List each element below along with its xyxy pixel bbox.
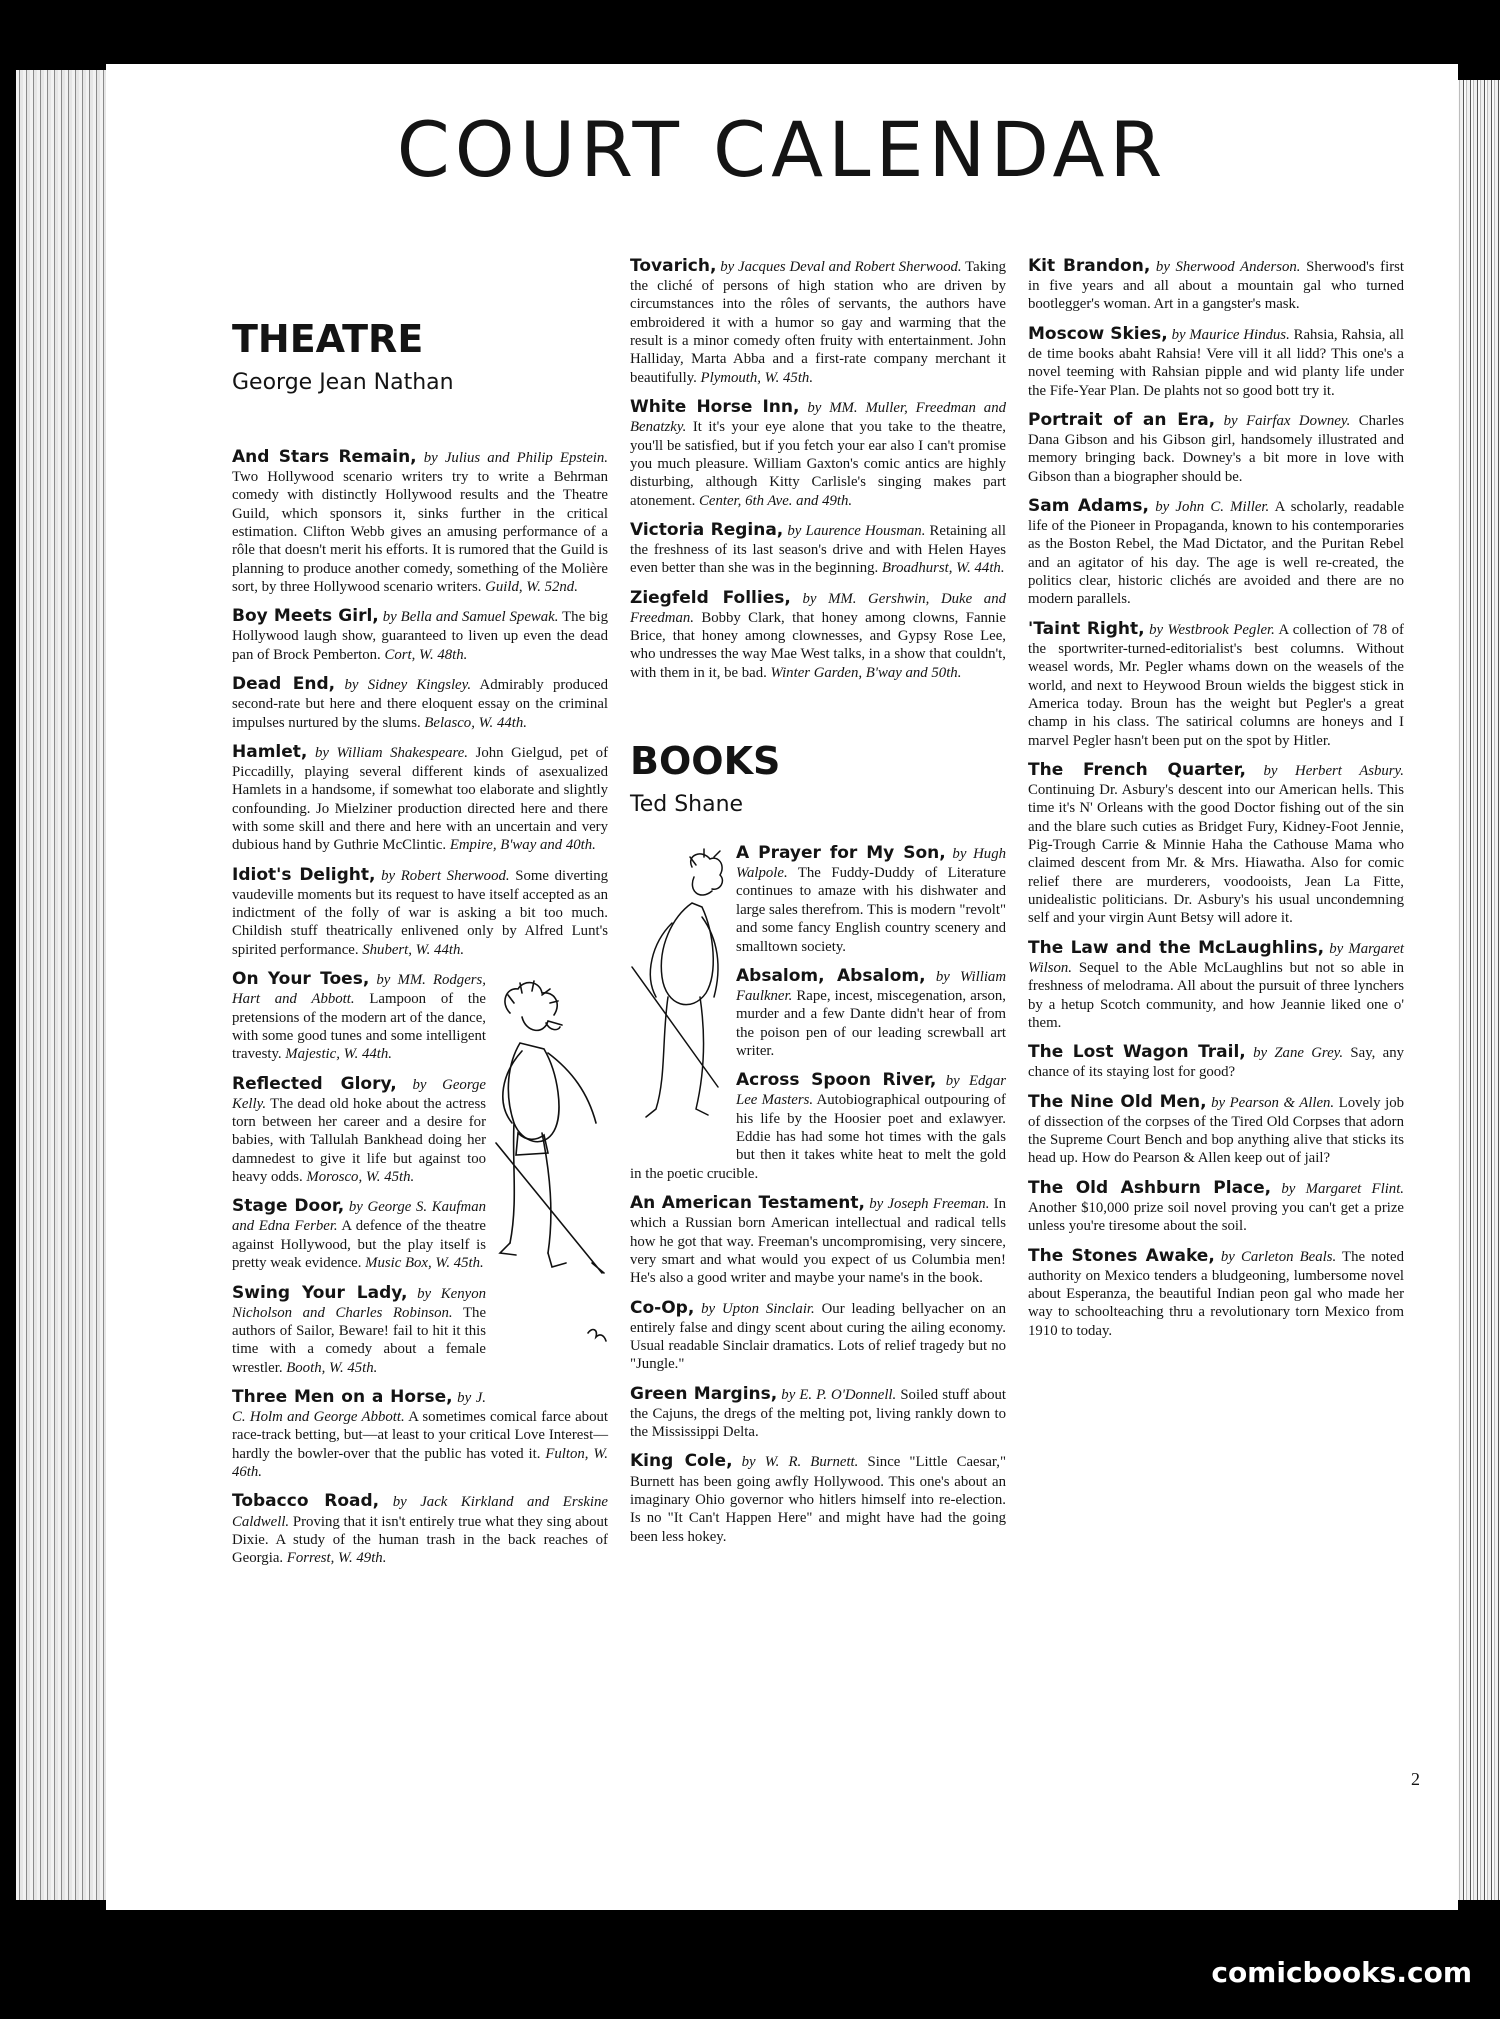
- theatre-entry: [630, 256, 1006, 387]
- entry-author: by Julius and Philip Epstein.: [423, 449, 608, 466]
- watermark-text: comicbooks.com: [1211, 1956, 1472, 1989]
- theatre-entry: [232, 1491, 608, 1567]
- entry-text: Lampoon of the pretensions of the modern art of the dance, with some good tunes and some intelligent travesty.: [232, 991, 486, 1063]
- books-entry: [1028, 1092, 1404, 1168]
- entry-text: John Gielgud, pet of Piccadilly, playing several different kinds of asexualized Hamlets in a handsome, if somewhat too elaborate and slightly confounding. Jo Mielziner production directed here and there with some skill and there and here with an uncertain and very dubious hand by Guthrie McClintic.: [232, 744, 609, 854]
- page-title: COURT CALENDAR: [396, 105, 1168, 194]
- entry-text: Taking the cliché of persons of high station who are driven by circumstances into the rôles of servants, the authors have embroidered it with a humor so gay and warming that the result is a minor comedy often fruity with entertainment. John Halliday, Marta Abba and a first-rate company merchant it beautifully.: [630, 259, 1006, 386]
- entry-title: Three Men on a Horse,: [232, 1386, 453, 1407]
- entry-title: Absalom, Absalom,: [736, 965, 926, 986]
- entry-title: Co-Op,: [630, 1297, 695, 1318]
- entry-author: by Zane Grey.: [1253, 1045, 1344, 1062]
- entry-text: Since "Little Caesar," Burnett has been going awfly Hollywood. This one's about an imaginary Ohio governor who hitlers himself into re-election. Is no "It Can't Happen Here" and might have had the going been less hokey.: [630, 1454, 1007, 1545]
- entry-title: Stage Door,: [232, 1196, 345, 1217]
- entry-title: The Stones Awake,: [1028, 1245, 1215, 1266]
- entry-text: Autobiographical outpouring of his life by the Hoosier poet and exlawyer. Eddie has had some hot times with the gals but then it takes white heat to melt the gold in the poetic crucible.: [630, 1092, 1006, 1182]
- theatre-entry: [232, 606, 608, 664]
- entry-venue: Forrest, W. 49th.: [283, 1550, 387, 1567]
- entry-text: Two Hollywood scenario writers try to write a Behrman comedy with distinctly Hollywood results and the Theatre Guild, which sponsors it, sinks further in the critical estimation. Clifton Webb gives an amusing performance of a rôle that doesn't merit his efforts. It is rumored that the Guild is planning to produce another comedy, something of the Molière sort, by three Hollywood scenario writers.: [232, 468, 608, 596]
- entry-title: The French Quarter,: [1028, 759, 1246, 780]
- entry-venue: Broadhurst, W. 44th.: [878, 560, 1005, 577]
- entry-venue: Morosco, W. 45th.: [302, 1169, 415, 1186]
- entry-title: Green Margins,: [630, 1383, 778, 1404]
- entry-venue: Majestic, W. 44th.: [281, 1046, 392, 1063]
- entry-text: A defence of the theatre against Hollywood, but the play itself is pretty weak evidence.: [232, 1218, 486, 1272]
- entry-text: Lovely job of dissection of the corpses of the Tired Old Corpses that adorn the Supreme Court Bench and bop anything alive that sticks its head up. How do Pearson & Allen keep out of jail?: [1028, 1094, 1404, 1167]
- magazine-page: [106, 64, 1458, 1910]
- books-entry: [630, 1384, 1006, 1442]
- entry-author: by Joseph Freeman.: [869, 1196, 990, 1213]
- entry-title: The Law and the McLaughlins,: [1028, 937, 1325, 958]
- entry-title: 'Taint Right,: [1028, 618, 1145, 639]
- entry-title: King Cole,: [630, 1451, 733, 1472]
- entry-text: Charles Dana Gibson and his Gibson girl, handsomely illustrated and memory bringing back. Downey's a bit more in love with Gibson than a biographer should be.: [1028, 412, 1404, 485]
- theatre-entry: [630, 520, 1006, 578]
- books-entry: [630, 1193, 1006, 1287]
- entry-title: Tobacco Road,: [232, 1491, 380, 1512]
- entry-text: Sherwood's first in five years and all about a mountain gal who turned bootlegger's woman. Art in a gangster's mask.: [1028, 259, 1404, 313]
- entry-title: Moscow Skies,: [1028, 323, 1168, 344]
- entry-author: by Bella and Samuel Spewak.: [382, 609, 559, 626]
- books-entry: [1028, 1246, 1404, 1340]
- entry-text: Soiled stuff about the Cajuns, the dregs of the melting pot, living rankly down to the Mississippi Delta.: [630, 1386, 1006, 1441]
- entry-venue: Center, 6th Ave. and 49th.: [695, 492, 853, 509]
- entry-title: White Horse Inn,: [630, 397, 800, 418]
- entry-title: And Stars Remain,: [232, 446, 417, 467]
- entry-author: by Maurice Hindus.: [1171, 326, 1290, 343]
- entry-author: by J. C. Holm and George Abbott.: [232, 1389, 486, 1426]
- entry-author: by MM. Rodgers, Hart and Abbott.: [232, 972, 486, 1008]
- column-2: [630, 256, 1006, 1556]
- entry-text: Retaining all the freshness of its last season's drive and with Helen Hayes even better than she was in the beginning.: [630, 522, 1006, 577]
- entry-title: Victoria Regina,: [630, 519, 784, 540]
- theatre-entry: [232, 742, 608, 855]
- theatre-byline: George Jean Nathan: [232, 369, 454, 395]
- entry-title: Dead End,: [232, 674, 336, 695]
- books-entry: [1028, 256, 1404, 314]
- entry-text: The big Hollywood laugh show, guaranteed to liven up even the dead pan of Brock Pemberton.: [232, 609, 609, 663]
- theatre-entry: [232, 674, 608, 732]
- entry-venue: Cort, W. 48th.: [380, 646, 468, 663]
- entry-text: In which a Russian born American intellectual and radical tells how he got that way. Freeman's uncompromising, very sincere, very smart and what would you expect of us Columbia men! He's also a good writer and maybe your name's in the book.: [630, 1196, 1006, 1287]
- entry-text: The Fuddy-Duddy of Literature continues to amaze with his dishwater and large sales therefrom. This is modern "revolt" and some fancy English country scenery and smalltown society.: [736, 865, 1006, 955]
- theatre-entry: [630, 397, 1006, 510]
- books-entry: [630, 1451, 1006, 1545]
- entry-author: by Herbert Asbury.: [1263, 762, 1404, 779]
- entry-text: A collection of 78 of the sportwriter-turned-editorialist's best columns. Without weasel words, Mr. Pegler whams down on the weasels of the world, and next to Heywood Broun wields the biggest stick in America today. Broun has the weight but Pegler's a great champ in his class. The satirical columns are honeys and I marvel Pegler hasn't been put on the spot by Hitler.: [1028, 621, 1404, 749]
- entry-title: Hamlet,: [232, 741, 308, 762]
- column-3: [1028, 256, 1404, 1350]
- entry-author: by Pearson & Allen.: [1211, 1094, 1335, 1111]
- entry-title: The Nine Old Men,: [1028, 1091, 1207, 1112]
- entry-author: by George Kelly.: [232, 1076, 486, 1112]
- entry-text: Rahsia, Rahsia, all de time books abaht Rahsia! Vere vill it all lidd? This one's a novel teeming with Rahsian pipple and wid planty life under the Fife-Year Plan. De plahts not so good bott try it.: [1028, 326, 1405, 399]
- entry-text: Sequel to the Able McLaughlins but not so able in freshness of melodrama. All about the pursuit of three lynchers by a hetup Scotch community, and how Jeannie liked one o' them.: [1028, 959, 1404, 1031]
- entry-title: Reflected Glory,: [232, 1073, 397, 1094]
- entry-text: Bobby Clark, that honey among clowns, Fannie Brice, that honey among clownesses, and Gypsy Rose Lee, who undresses the way Mae West talks, in a show that couldn't, with them in it, be bad.: [630, 609, 1006, 681]
- theatre-entry: [232, 1387, 608, 1481]
- entry-author: by Margaret Wilson.: [1028, 940, 1404, 976]
- column-1: [232, 256, 608, 1578]
- entry-title: Swing Your Lady,: [232, 1282, 408, 1303]
- entry-author: by Margaret Flint.: [1281, 1180, 1405, 1197]
- entry-text: Continuing Dr. Asbury's descent into our American hells. This time it's N' Orleans with the good Doctor fishing out of the sin and the blare such cuties as Bridget Fury, Kidney-Foot Jennie, Pig-Trough Carrie & Minnie Haha the Cathouse Mama who claimed descent from Mr. & Mrs. Hiawatha. Also for comic relief there are murderers, voodooists, Jean La Fitte, unidealistic politicians. Dr. Asbury's his usual uncondemning self and your virgin Aunt Betsy will adore it.: [1028, 782, 1404, 927]
- entry-author: by Hugh Walpole.: [736, 846, 1006, 882]
- entry-author: by Laurence Housman.: [787, 522, 926, 539]
- book-spine-edge: [16, 70, 112, 1900]
- entry-author: by William Faulkner.: [736, 968, 1007, 1004]
- entry-author: by Westbrook Pegler.: [1149, 621, 1275, 638]
- cartoon-illustration-figure: [622, 847, 734, 1157]
- entry-author: by Upton Sinclair.: [701, 1300, 815, 1317]
- entry-text: A scholarly, readable life of the Pioneer in Propaganda, known to his contemporaries as the Boston Rebel, the Mad Dictator, and the Puritan Rebel and an agitator of his day. The age is well re-created, the politics clear, historic clichés are avoided and there are no modern parallels.: [1028, 498, 1405, 608]
- entry-title: Kit Brandon,: [1028, 256, 1151, 276]
- entry-title: The Lost Wagon Trail,: [1028, 1042, 1246, 1063]
- books-entry: [1028, 619, 1404, 750]
- entry-title: Tovarich,: [630, 256, 717, 276]
- entry-venue: Fulton, W. 46th.: [232, 1445, 608, 1481]
- page-number: 2: [1411, 1769, 1420, 1789]
- entry-venue: Empire, B'way and 40th.: [446, 837, 596, 854]
- entry-title: A Prayer for My Son,: [736, 843, 946, 864]
- entry-text: It it's your eye alone that you take to the theatre, you'll be satisfied, but if you fetch your ear also I can't promise you much pleasure. William Gaxton's comic antics are highly disturbing, although Kitty Carlisle's singing makes part atonement.: [630, 419, 1006, 509]
- entry-author: by George S. Kaufman and Edna Ferber.: [232, 1199, 486, 1235]
- entry-text: Some diverting vaudeville moments but its request to have itself accepted as an indictment of the folly of war is asking a bit too much. Childish stuff theatrically enlivened only by Alfred Lunt's spirited performance.: [232, 867, 609, 958]
- cartoon-illustration: [492, 973, 614, 1393]
- books-heading: BOOKS: [630, 739, 781, 784]
- entry-author: by Sidney Kingsley.: [344, 677, 472, 694]
- books-entry: [1028, 1178, 1404, 1236]
- books-entry: [1028, 938, 1404, 1032]
- entry-author: by Jack Kirkland and Erskine Caldwell.: [232, 1494, 609, 1530]
- entry-author: by Robert Sherwood.: [381, 867, 510, 884]
- entry-venue: Music Box, W. 45th.: [361, 1255, 484, 1272]
- entry-venue: Belasco, W. 44th.: [420, 714, 527, 731]
- entry-text: Proving that it isn't entirely true what they sing about Dixie. A study of the human trash in the back reaches of Georgia.: [232, 1513, 608, 1567]
- books-entry: [1028, 760, 1404, 928]
- entry-title: Sam Adams,: [1028, 495, 1149, 516]
- entry-author: by Sherwood Anderson.: [1155, 259, 1301, 275]
- theatre-entry: [630, 588, 1006, 682]
- entry-title: Ziegfeld Follies,: [630, 587, 791, 608]
- entry-author: by Fairfax Downey.: [1223, 412, 1351, 429]
- entry-title: An American Testament,: [630, 1193, 865, 1214]
- theatre-heading: THEATRE: [232, 317, 424, 361]
- entry-text: Admirably produced second-rate but here and there eloquent essay on the criminal impulses nurtured by the slums.: [232, 677, 609, 731]
- entry-text: Say, any chance of its staying lost for good?: [1028, 1045, 1404, 1081]
- books-entry: [1028, 1042, 1404, 1081]
- entry-author: by Edgar Lee Masters.: [736, 1073, 1006, 1109]
- entry-title: Idiot's Delight,: [232, 864, 376, 885]
- entry-text: The noted authority on Mexico tenders a bludgeoning, lumbersome novel about Esperanza, the beautiful Indian peon gal who made her way to schoolteaching thru a revolutionary torn Mexico from 1910 to today.: [1028, 1248, 1405, 1339]
- entry-author: by Jacques Deval and Robert Sherwood.: [720, 259, 962, 275]
- entry-venue: Guild, W. 52nd.: [481, 579, 578, 596]
- entry-venue: Shubert, W. 44th.: [358, 941, 465, 958]
- entry-title: On Your Toes,: [232, 969, 370, 990]
- entry-text: The authors of Sailor, Beware! fail to hit it this time with a comedy about a female wrestler.: [232, 1304, 487, 1376]
- books-entry: [1028, 324, 1404, 400]
- entry-title: Across Spoon River,: [736, 1070, 937, 1091]
- books-entry: [1028, 410, 1404, 486]
- entry-author: by MM. Muller, Freedman and Benatzky.: [630, 400, 1006, 436]
- entry-author: by W. R. Burnett.: [741, 1454, 859, 1471]
- entry-text: Rape, incest, miscegenation, arson, murder and a few Dante didn't hear of from the poison pen of our leading screwball art writer.: [736, 987, 1006, 1059]
- entry-text: A sometimes comical farce about race-track betting, but—at least to your critical Love Interest—hardly the bowler-over that the public has voted it.: [232, 1409, 608, 1462]
- entry-author: by Carleton Beals.: [1220, 1248, 1337, 1265]
- entry-venue: Booth, W. 45th.: [282, 1359, 378, 1376]
- entry-text: The dead old hoke about the actress torn between her career and a desire for babies, with Tallulah Bankhead doing her damnedest to give it life but against too heavy odds.: [232, 1095, 486, 1186]
- entry-title: The Old Ashburn Place,: [1028, 1177, 1272, 1198]
- theatre-entry: [232, 447, 608, 596]
- entry-text: Our leading bellyacher on an entirely false and dingy scent about curing the ailing economy. Usual readable Sinclair dramatics. Lots of relief tragedy but no "Jungle.": [630, 1300, 1006, 1373]
- entry-title: Boy Meets Girl,: [232, 606, 379, 627]
- entry-venue: Plymouth, W. 45th.: [696, 369, 814, 386]
- entry-text: Another $10,000 prize soil novel proving you can't get a prize unless you're tiresome about the soil.: [1028, 1199, 1404, 1235]
- entry-author: by MM. Gershwin, Duke and Freedman.: [630, 590, 1006, 626]
- entry-author: by Kenyon Nicholson and Charles Robinson.: [232, 1285, 486, 1321]
- entry-title: Portrait of an Era,: [1028, 409, 1216, 430]
- books-entry: [1028, 496, 1404, 609]
- theatre-entry: [232, 865, 608, 959]
- books-entry: [630, 1298, 1006, 1374]
- entry-author: by William Shakespeare.: [314, 744, 469, 761]
- books-byline: Ted Shane: [630, 792, 744, 818]
- entry-author: by E. P. O'Donnell.: [781, 1386, 897, 1403]
- entry-author: by John C. Miller.: [1155, 498, 1270, 515]
- entry-venue: Winter Garden, B'way and 50th.: [766, 664, 962, 681]
